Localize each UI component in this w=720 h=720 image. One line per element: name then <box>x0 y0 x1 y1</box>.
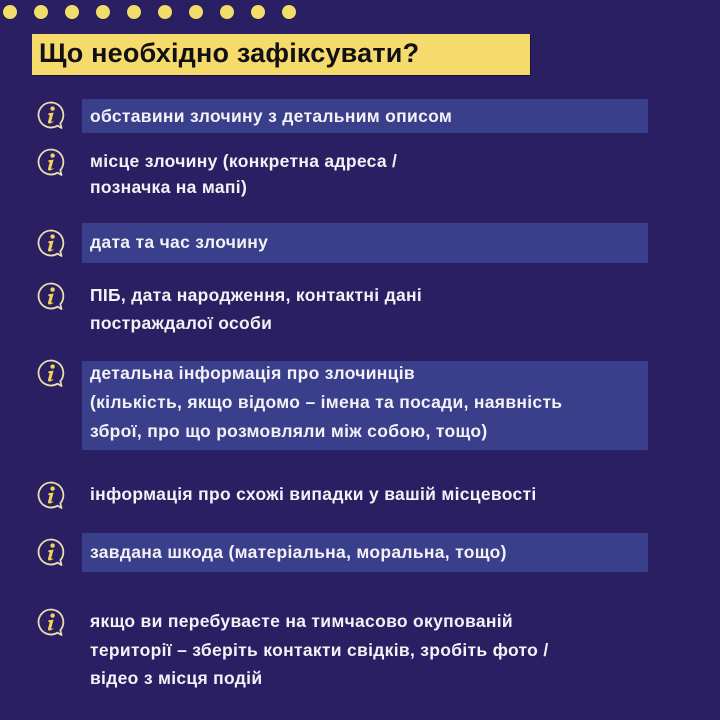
dot-icon <box>220 5 234 19</box>
dot-icon <box>96 5 110 19</box>
info-speech-bubble-icon <box>36 537 66 567</box>
dot-icon <box>3 5 17 19</box>
info-speech-bubble-icon <box>36 100 66 130</box>
page-title: Що необхідно зафіксувати? <box>39 38 420 68</box>
dot-icon <box>65 5 79 19</box>
info-speech-bubble-icon <box>36 147 66 177</box>
dot-icon <box>282 5 296 19</box>
item-text: ПІБ, дата народження, контактні дані <box>90 285 423 305</box>
item-text: завдана шкода (матеріальна, моральна, тощо) <box>90 542 507 562</box>
dot-icon <box>34 5 48 19</box>
info-speech-bubble-icon <box>36 281 66 311</box>
item-text: зброї, про що розмовляли між собою, тощо) <box>90 421 488 441</box>
title-banner <box>32 34 530 75</box>
info-speech-bubble-icon <box>36 480 66 510</box>
dot-icon <box>251 5 265 19</box>
item-text: детальна інформація про злочинців <box>90 363 415 383</box>
item-text: відео з місця подій <box>90 668 263 688</box>
item-text: дата та час злочину <box>90 232 269 252</box>
dot-icon <box>158 5 172 19</box>
item-text: обставини злочину з детальним описом <box>90 106 453 126</box>
decorative-dots-row <box>0 0 720 26</box>
item-text: інформація про схожі випадки у вашій місцевості <box>90 484 537 504</box>
item-text: (кількість, якщо відомо – імена та посади, наявність <box>90 392 563 412</box>
item-text: постраждалої особи <box>90 313 273 333</box>
item-text: території – зберіть контакти свідків, зробіть фото / <box>90 640 549 660</box>
info-speech-bubble-icon <box>36 607 66 637</box>
info-speech-bubble-icon <box>36 358 66 388</box>
item-text: якщо ви перебуваєте на тимчасово окупованій <box>90 611 513 631</box>
info-speech-bubble-icon <box>36 228 66 258</box>
dot-icon <box>189 5 203 19</box>
item-text: позначка на мапі) <box>90 177 248 197</box>
dot-icon <box>127 5 141 19</box>
item-text: місце злочину (конкретна адреса / <box>90 151 398 171</box>
